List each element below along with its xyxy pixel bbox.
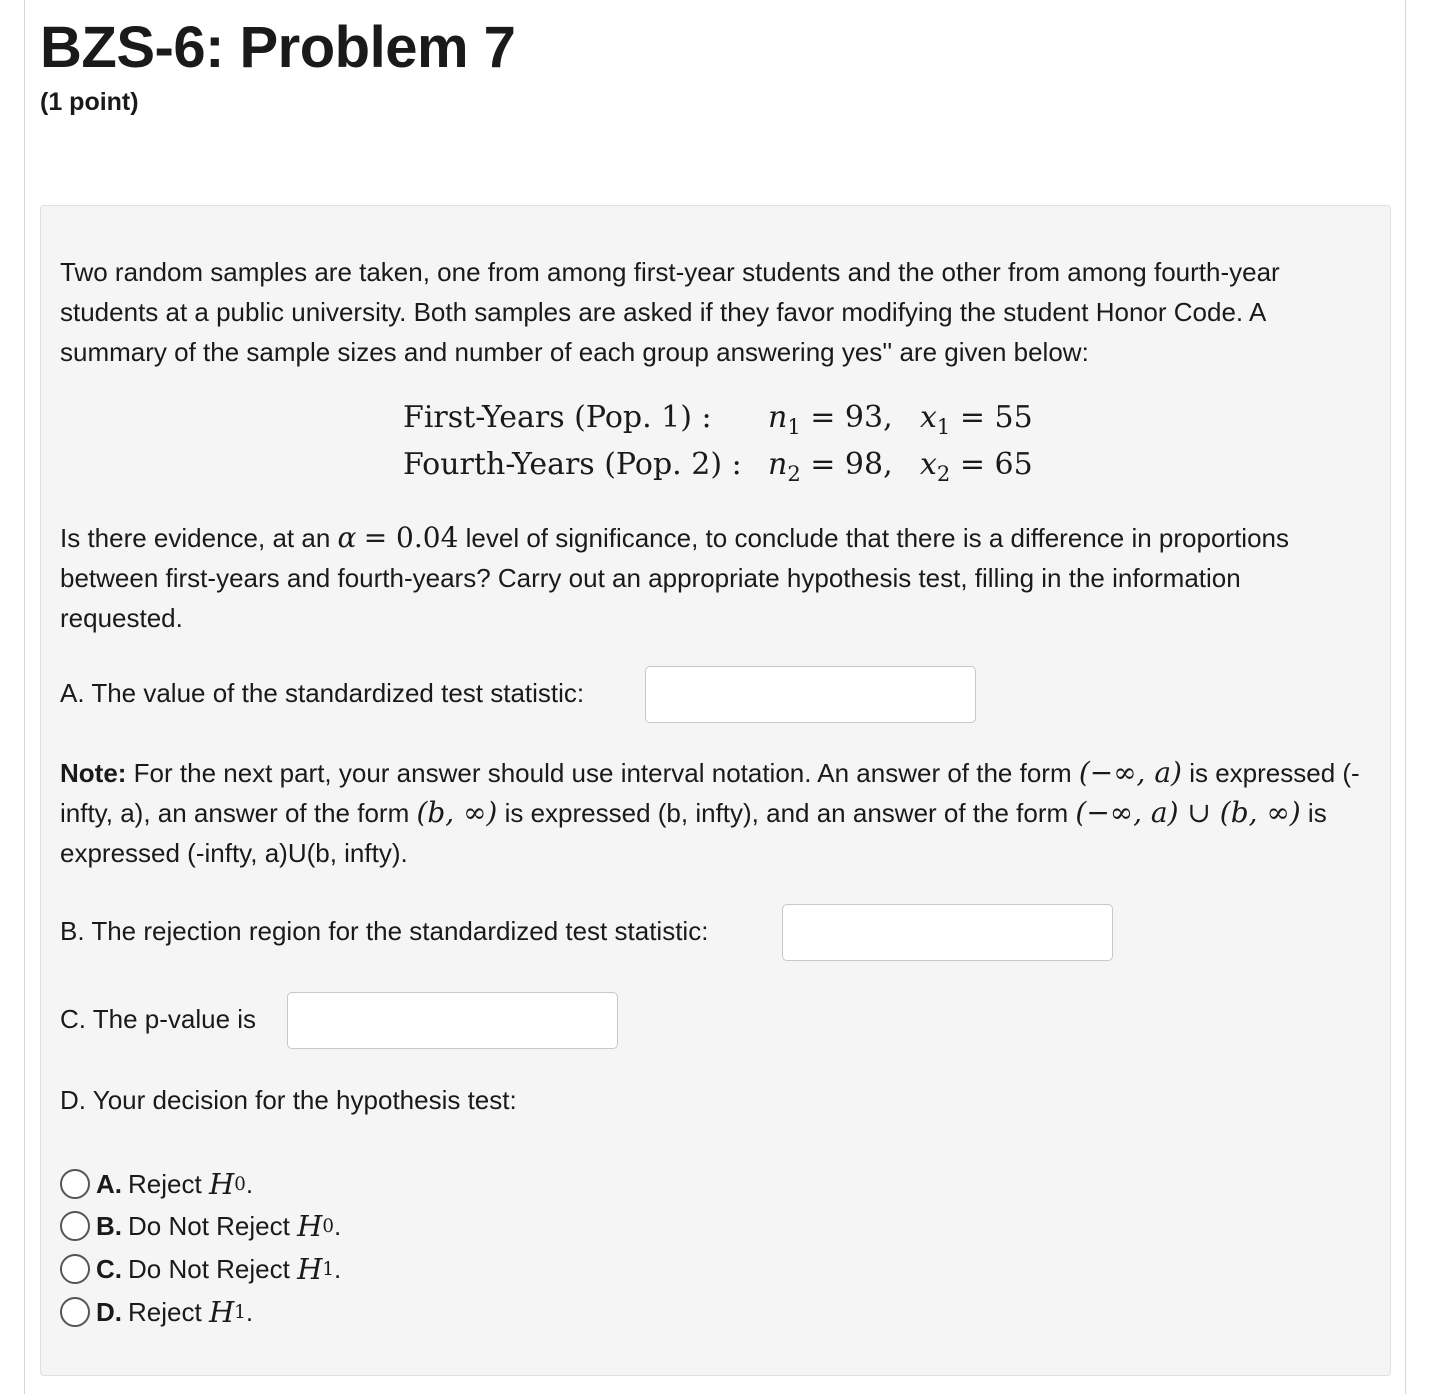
part-a-label: A. The value of the standardized test statistic:: [60, 678, 585, 708]
row2-label: Fourth-Years (Pop. 2) :: [403, 447, 742, 482]
row2-x: $x_2 = 65$: [920, 447, 1033, 486]
decision-option-d[interactable]: D. Reject H 1 .: [60, 1294, 253, 1330]
radio-button[interactable]: [60, 1211, 90, 1241]
decision-option-a[interactable]: A. Reject H 0 .: [60, 1166, 253, 1202]
radio-button[interactable]: [60, 1169, 90, 1199]
page-title: BZS-6: Problem 7: [40, 15, 516, 80]
rejection-region-input[interactable]: [782, 904, 1113, 961]
row1-label: First-Years (Pop. 1) :: [403, 400, 712, 435]
radio-button[interactable]: [60, 1297, 90, 1327]
row2-n: $n_2 = 98$,: [768, 447, 893, 486]
problem-intro: Two random samples are taken, one from among first-year students and the other from among fourth-year students at a public university. Both samples are asked if they favor modifying the student Honor Code. A summary of the sample sizes and number of each group answering yes'' are given below:: [60, 257, 1280, 367]
decision-option-b[interactable]: B. Do Not Reject H 0 .: [60, 1208, 341, 1244]
row1-n: $n_1 = 93$,: [768, 400, 893, 439]
radio-button[interactable]: [60, 1254, 90, 1284]
part-b-label: B. The rejection region for the standardized test statistic:: [60, 916, 709, 946]
point-value: (1 point): [40, 88, 139, 116]
row1-x: $x_1 = 55$: [920, 400, 1033, 439]
problem-question: Is there evidence, at an α = 0.04 level of significance, to conclude that there is a difference in proportions between first-years and fourth-years? Carry out an appropriate hypothesis test, filling in the information requested.: [60, 521, 1289, 633]
decision-option-c[interactable]: C. Do Not Reject H 1 .: [60, 1251, 341, 1287]
part-d-label: D. Your decision for the hypothesis test:: [60, 1085, 517, 1115]
test-statistic-input[interactable]: [645, 666, 976, 723]
p-value-input[interactable]: [287, 992, 618, 1049]
part-c-label: C. The p-value is: [60, 1004, 257, 1034]
interval-note: Note: For the next part, your answer should use interval notation. An answer of the form (−∞, a) is expressed (-infty, a), an answer of the form (b, ∞) is expressed (b, infty), and an answer of the form (−∞, a) ∪ (b, ∞) is expressed (-infty, a)U(b, infty).: [60, 756, 1360, 868]
